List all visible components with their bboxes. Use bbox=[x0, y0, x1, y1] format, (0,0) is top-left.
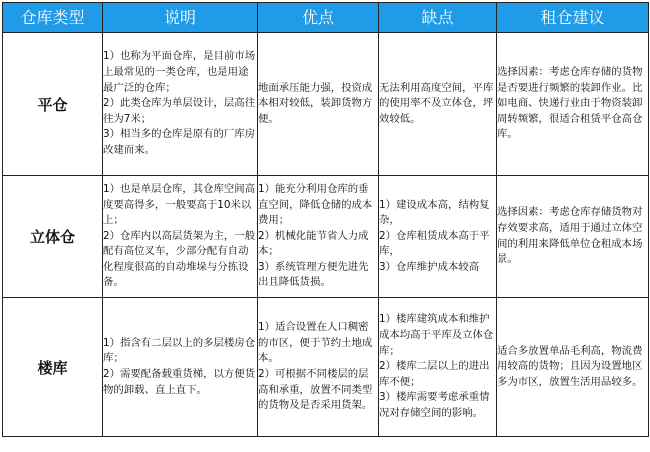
cons-line: 2）仓库租赁成本高于平库， bbox=[379, 229, 490, 258]
description-cell bbox=[103, 298, 258, 437]
row-type-cell: 楼库 bbox=[3, 298, 103, 437]
cons-line: 3）楼库需要考虑承重情况对存储空间的影响。 bbox=[379, 391, 490, 419]
description-line: 2）此类仓库为单层设计，层高往往为7米； bbox=[103, 97, 256, 125]
header-advice: 租仓建议 bbox=[497, 3, 649, 33]
header-type: 仓库类型 bbox=[3, 3, 103, 33]
table-row bbox=[3, 176, 649, 298]
description-line: 2）仓库内以高层货架为主，一般配有高位叉车，少部分配有自动化程度很高的自动堆垛与分拣设备。 bbox=[103, 229, 256, 289]
advice-line: 适合多放置单品毛利高，物流费用较高的货物；且因为设置地区多为市区，放置生活用品较多。 bbox=[497, 344, 643, 388]
header-pros: 优点 bbox=[258, 3, 379, 33]
description-line: 1）也称为平面仓库，是目前市场上最常见的一类仓库，也是用途最广泛的仓库； bbox=[103, 50, 256, 94]
advice-cell bbox=[497, 176, 649, 298]
pros-cell bbox=[258, 176, 379, 298]
description-line: 1）也是单层仓库，其仓库空间高度要高得多，一般要高于10米以上； bbox=[103, 182, 256, 227]
pros-cell bbox=[258, 33, 379, 176]
cons-cell bbox=[379, 33, 497, 176]
advice-cell bbox=[497, 33, 649, 176]
table-row bbox=[3, 298, 649, 437]
advice-line: 选择因素：考虑仓库存储货物对存效要求高，适用于通过立体空间的利用来降低单位仓租成本场景。 bbox=[497, 206, 643, 266]
pros-cell bbox=[258, 298, 379, 437]
advice-line: 选择因素：考虑仓库存储的货物是否要进行频繁的装卸作业。比如电商、快递行业由于物资装卸周转频繁，很适合租赁平仓高仓库。 bbox=[497, 66, 643, 141]
advice-cell bbox=[497, 298, 649, 437]
description-cell bbox=[103, 176, 258, 298]
cons-cell bbox=[379, 176, 497, 298]
pros-line: 3）系统管理方便先进先出且降低货损。 bbox=[258, 260, 369, 289]
pros-line: 1）能充分利用仓库的垂直空间，降低仓储的成本费用； bbox=[258, 182, 373, 227]
description-line: 1）指含有二层以上的多层楼房仓库； bbox=[103, 336, 256, 365]
description-line: 3）相当多的仓库是原有的厂库房改建而来。 bbox=[103, 128, 256, 156]
cons-line: 无法利用高度空间，平库的使用率不及立体仓，坪效较低。 bbox=[379, 81, 494, 125]
pros-line: 2）可根据不同楼层的层高和承重，放置不同类型的货物及是否采用货架。 bbox=[258, 368, 373, 412]
cons-line: 1）建设成本高，结构复杂， bbox=[379, 198, 490, 227]
pros-line: 地面承压能力强，投资成本相对较低，装卸货物方便。 bbox=[258, 81, 373, 125]
header-cons: 缺点 bbox=[379, 3, 497, 33]
pros-line: 1）适合设置在人口稠密的市区，便于节约土地成本。 bbox=[258, 321, 373, 365]
cons-cell bbox=[379, 298, 497, 437]
cons-line: 3）仓库维护成本较高 bbox=[379, 260, 480, 273]
header-row bbox=[3, 3, 649, 33]
table-row bbox=[3, 33, 649, 176]
header-description: 说明 bbox=[103, 3, 258, 33]
cons-line: 1）楼库建筑成本和维护成本均高于平库及立体仓库； bbox=[379, 313, 494, 357]
description-cell bbox=[103, 33, 258, 176]
warehouse-table bbox=[2, 2, 649, 437]
description-line: 2）需要配备载重货梯，以方便货物的卸载、直上直下。 bbox=[103, 368, 256, 396]
pros-line: 2）机械化能节省人力成本； bbox=[258, 229, 369, 258]
row-type-cell: 立体仓 bbox=[3, 176, 103, 298]
cons-line: 2）楼库二层以上的进出库不便； bbox=[379, 360, 490, 388]
row-type-cell: 平仓 bbox=[3, 33, 103, 176]
